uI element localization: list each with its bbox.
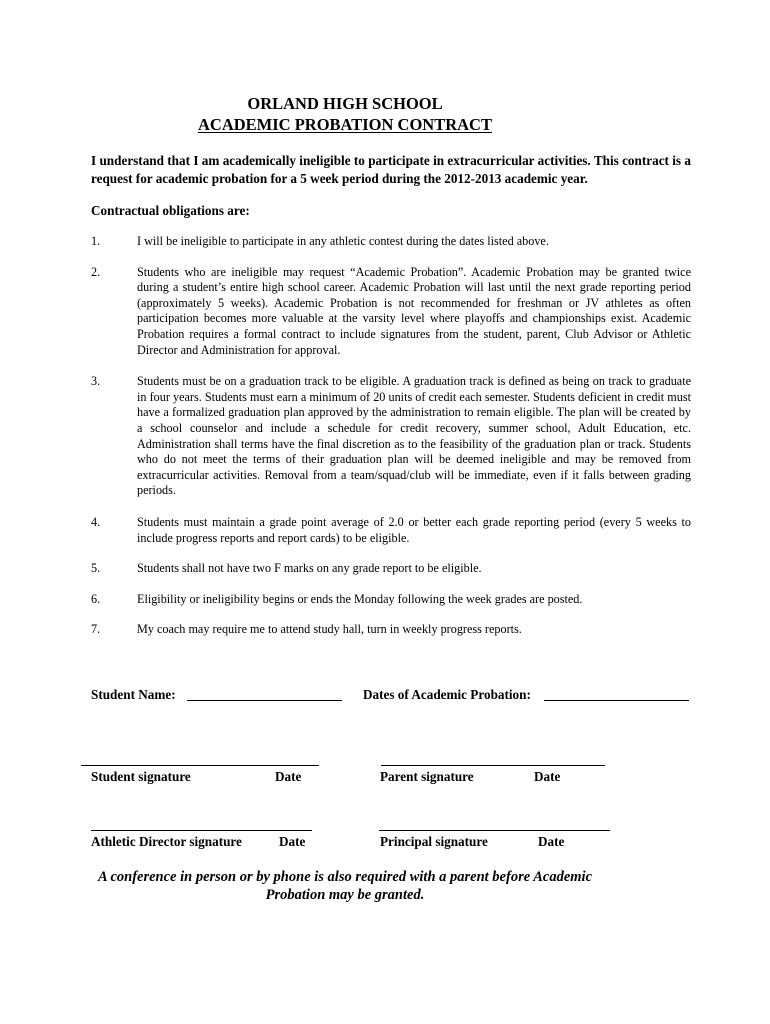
obligations-heading: Contractual obligations are:: [91, 203, 250, 218]
dates-label: Dates of Academic Probation:: [363, 687, 531, 702]
intro-statement: I understand that I am academically ineligible to participate in extracurricular activities. This contract is a request for academic probation for a 5 week period during the 2012-2013 academic year.: [91, 153, 691, 186]
obligation-number: 2.: [91, 264, 101, 279]
obligation-text: Students must be on a graduation track to be eligible. A graduation track is defined as being on track to graduate in four years. Students must earn a minimum of 20 units of credit each semester. Students deficient in credit must have a formalized graduation plan approved by the administration to remain eligible. The plan will be created by a school counselor and include a schedule for credit recovery, summer school, Adult Education, etc. Administration shall terms have the final discretion as to the feasibility of the graduation plan or track. Students who do not meet the terms of their graduation plan will be deemed ineligible and may be removed from extracurricular activities. Removal from a team/squad/club will be immediate, even if it falls between grading periods.: [137, 374, 691, 498]
obligation-text: Students shall not have two F marks on any grade report to be eligible.: [137, 561, 482, 576]
principal-date-label: Date: [538, 834, 565, 849]
obligation-text: I will be ineligible to participate in any athletic contest during the dates listed above.: [137, 234, 549, 248]
obligation-text: My coach may require me to attend study hall, turn in weekly progress reports.: [137, 622, 522, 637]
parent-signature-line[interactable]: [381, 765, 605, 766]
school-name: ORLAND HIGH SCHOOL: [247, 94, 443, 113]
student-signature-label: Student signature: [91, 769, 191, 784]
obligation-number: 4.: [91, 514, 101, 529]
obligation-text: Students who are ineligible may request “Academic Probation”. Academic Probation may be granted twice during a student’s entire high school career. Academic Probation will last until the next grade reporting period (approximately 5 weeks). Academic Probation is not recommended for freshman or JV athletes as often participation becomes more valuable at the varsity level where playoffs and championships exist. Academic Probation requires a formal contract to include signatures from the student, parent, Club Advisor or Athletic Director and Administration for approval.: [137, 264, 691, 357]
obligation-number: 3.: [91, 374, 101, 389]
document-title: ACADEMIC PROBATION CONTRACT: [198, 115, 492, 134]
obligations-list: [91, 234, 691, 638]
obligation-item: [91, 374, 691, 499]
obligation-item: [91, 561, 691, 577]
obligation-number: 5.: [91, 561, 101, 576]
dates-line[interactable]: [544, 700, 689, 701]
principal-signature-line[interactable]: [379, 830, 610, 831]
obligation-text: Eligibility or ineligibility begins or ends the Monday following the week grades are posted.: [137, 591, 583, 606]
obligation-item: [91, 515, 691, 546]
obligation-item: [91, 592, 691, 608]
obligation-item: [91, 234, 691, 250]
student-date-label: Date: [275, 769, 302, 784]
student-signature-line[interactable]: [81, 765, 319, 766]
student-name-label: Student Name:: [91, 687, 176, 702]
parent-signature-label: Parent signature: [380, 769, 474, 784]
athletic-director-signature-label: Athletic Director signature: [91, 834, 242, 849]
principal-signature-label: Principal signature: [380, 834, 488, 849]
obligation-text: Students must maintain a grade point average of 2.0 or better each grade reporting period (every 5 weeks to include progress reports and report cards) to be eligible.: [137, 514, 691, 545]
parent-date-label: Date: [534, 769, 561, 784]
obligation-item: [91, 622, 691, 638]
obligation-number: 1.: [91, 234, 101, 248]
obligation-item: [91, 265, 691, 359]
conference-note: A conference in person or by phone is also required with a parent before Academic Probation may be granted.: [97, 869, 593, 903]
student-name-line[interactable]: [187, 700, 342, 701]
obligation-number: 6.: [91, 591, 101, 606]
obligation-number: 7.: [91, 622, 101, 637]
athletic-director-signature-line[interactable]: [91, 830, 312, 831]
athletic-director-date-label: Date: [279, 834, 306, 849]
